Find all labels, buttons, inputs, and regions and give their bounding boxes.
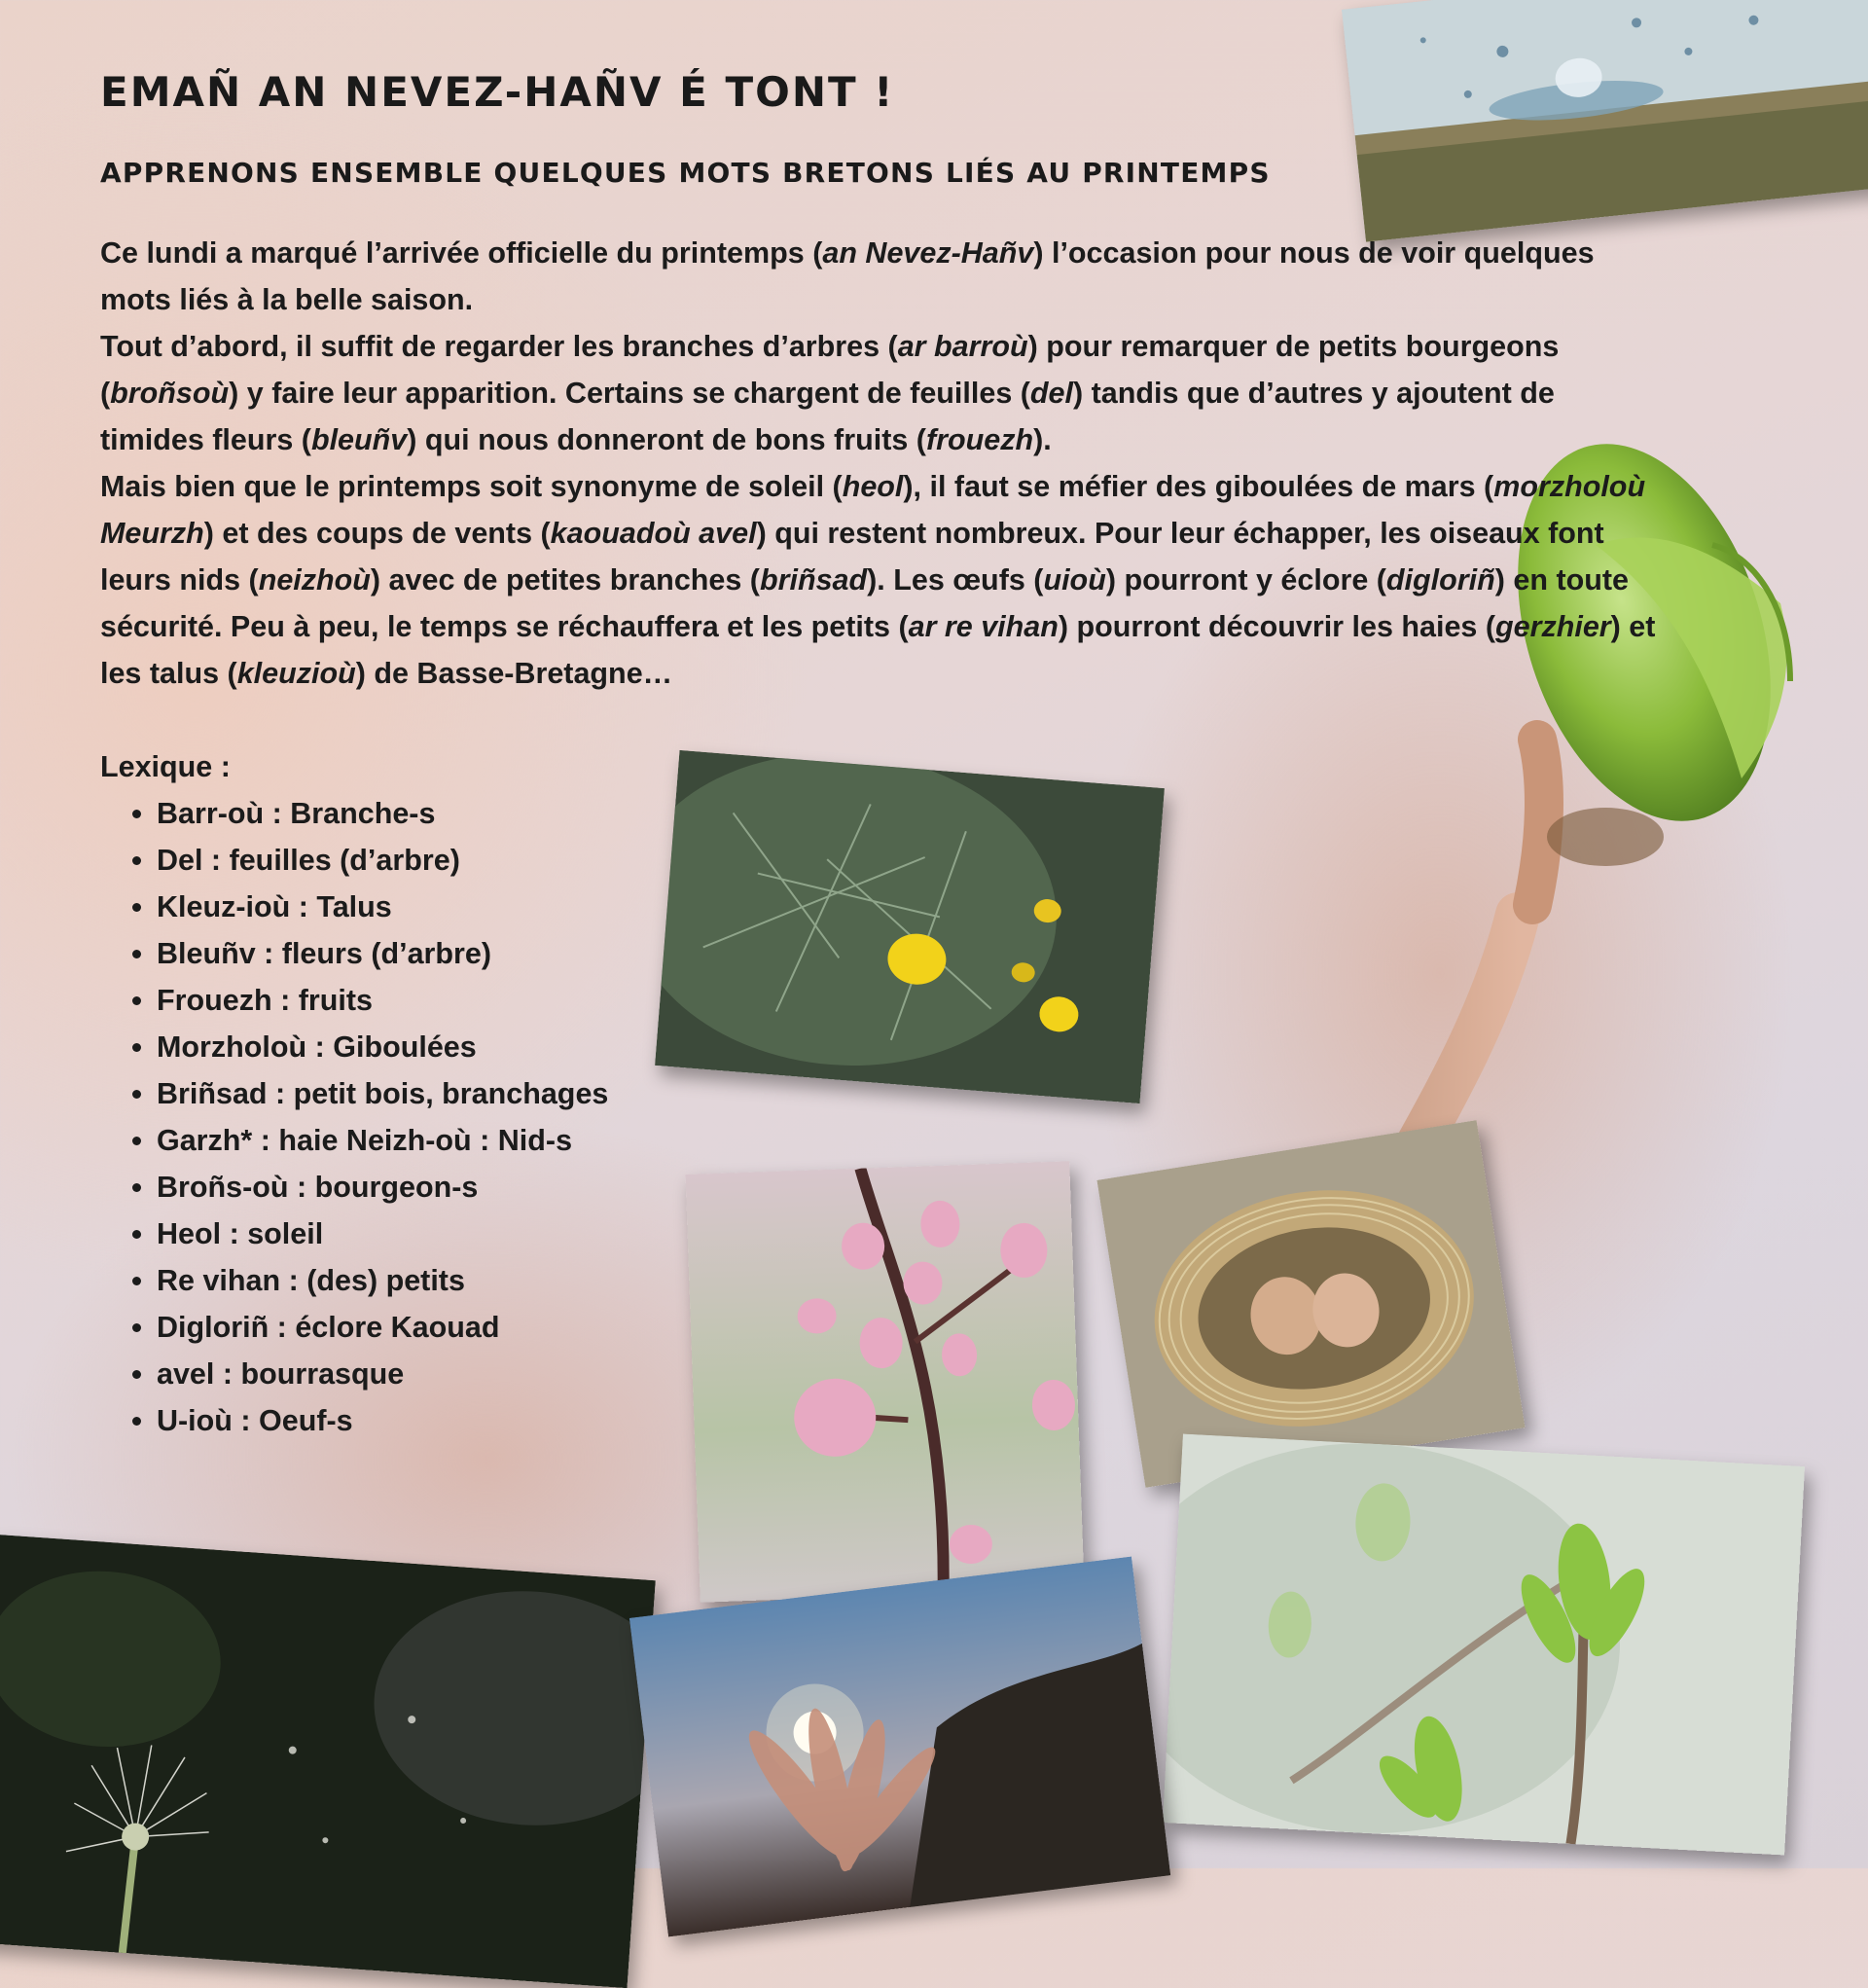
lexique-item: • Del : feuilles (d’arbre) [157, 837, 1657, 884]
page-title: EMAÑ AN NEVEZ-HAÑV É TONT ! [100, 68, 895, 116]
lexique-item: • Bleuñv : fleurs (d’arbre) [157, 930, 1657, 977]
intro-paragraph-2: Tout d’abord, il suffit de regarder les branches d’arbres (ar barroù) pour remarquer de petits bourgeons (broñsoù) y faire leur apparition. Certains se chargent de feuilles (del) tandis que d’autres y ajoutent de timides fleurs (bleuñv) qui nous donneront de bons fruits (frouezh). [100, 330, 1560, 456]
intro-text [100, 230, 1657, 697]
dandelion-seeds-photo [0, 1535, 656, 1988]
lexique-item: • avel : bourrasque [157, 1351, 1657, 1397]
intro-paragraph-1: Ce lundi a marqué l’arrivée officielle du printemps (an Nevez-Hañv) l’occasion pour nous de voir quelques mots liés à la belle saison. [100, 236, 1595, 316]
lexique-item: • Digloriñ : éclore Kaouad [157, 1304, 1657, 1351]
lexique-item: • Morzholoù : Giboulées [157, 1024, 1657, 1070]
lexique-item: • Kleuz-ioù : Talus [157, 884, 1657, 930]
lexique-item: • Heol : soleil [157, 1211, 1657, 1257]
lexique-heading: Lexique : [100, 750, 231, 783]
lexique-item: • Re vihan : (des) petits [157, 1257, 1657, 1304]
lexique-item: • Barr-où : Branche-s [157, 790, 1657, 837]
green-leaf-buds-photo [1163, 1434, 1805, 1856]
lexique-list [100, 790, 1657, 1444]
lexique-item: • Frouezh : fruits [157, 977, 1657, 1024]
page-subtitle: APPRENONS ENSEMBLE QUELQUES MOTS BRETONS LIÉS AU PRINTEMPS [100, 157, 1271, 189]
lexique-item: • Broñs-où : bourgeon-s [157, 1164, 1657, 1211]
flower-backlit-sun-photo [629, 1557, 1170, 1937]
lexique-item: • Garzh* : haie Neizh-où : Nid-s [157, 1117, 1657, 1164]
lexique-item: • Briñsad : petit bois, branchages [157, 1070, 1657, 1117]
lexique-item: • U-ioù : Oeuf-s [157, 1397, 1657, 1444]
intro-paragraph-3: Mais bien que le printemps soit synonyme de soleil (heol), il faut se méfier des giboulées de mars (morzholoù Meurzh) et des coups de vents (kaouadoù avel) qui restent nombreux. Pour leur échapper, les oiseaux font leurs nids (neizhoù) avec de petites branches (briñsad). Les œufs (uioù) pourront y éclore (digloriñ) en toute sécurité. Peu à peu, le temps se réchauffera et les petits (ar re vihan) pourront découvrir les haies (gerzhier) et les talus (kleuzioù) de Basse-Bretagne… [100, 470, 1656, 690]
lexique-section [100, 743, 1657, 1444]
